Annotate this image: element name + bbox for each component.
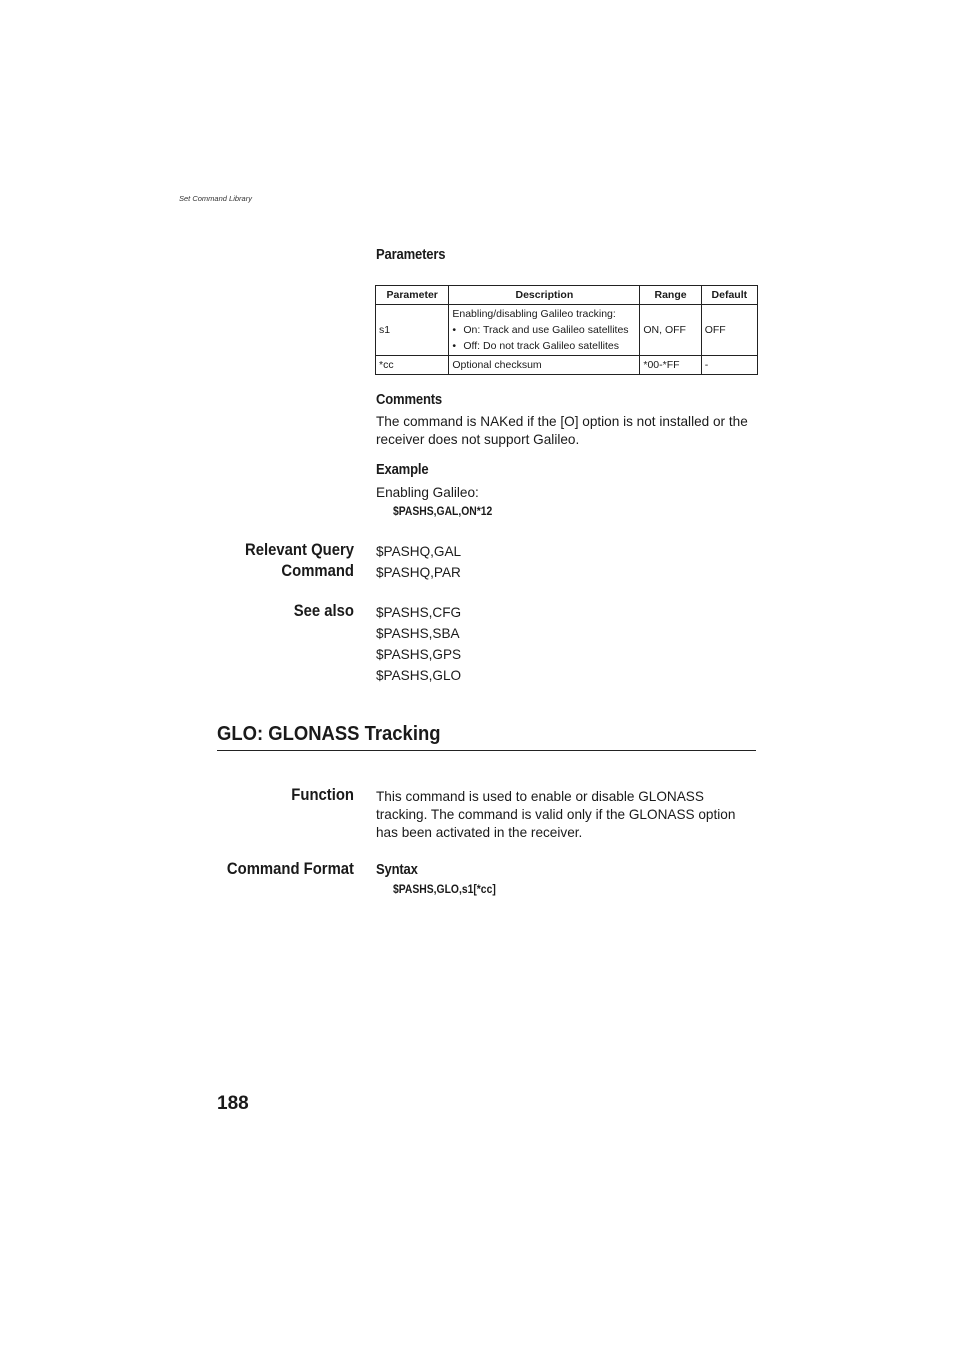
parameters-heading: Parameters xyxy=(376,247,446,263)
default-cell: OFF xyxy=(701,305,757,356)
default-cell: - xyxy=(701,356,757,375)
description-item xyxy=(452,322,636,338)
column-header-default: Default xyxy=(701,286,757,305)
description-cell: Optional checksum xyxy=(449,356,640,375)
example-intro: Enabling Galileo: xyxy=(376,485,479,500)
example-heading: Example xyxy=(376,462,429,478)
comments-text: The command is NAKed if the [O] option is not installed or the receiver does not support Galileo. xyxy=(376,414,748,447)
param-cell: *cc xyxy=(376,356,449,375)
description-item-text: On: Track and use Galileo satellites xyxy=(463,324,629,336)
list-item: $PASHS,GLO xyxy=(376,668,462,683)
description-list xyxy=(452,322,636,354)
function-heading: Function xyxy=(291,786,354,804)
page-number: 188 xyxy=(217,1093,249,1114)
range-cell: ON, OFF xyxy=(640,305,701,356)
param-cell: s1 xyxy=(376,305,449,356)
parameters-table xyxy=(375,285,758,375)
relevant-query-heading-line1: Relevant Query xyxy=(245,541,354,559)
section-divider xyxy=(217,750,756,751)
range-cell: *00-*FF xyxy=(640,356,701,375)
syntax-code: $PASHS,GLO,s1[*cc] xyxy=(393,884,496,896)
description-item xyxy=(452,338,636,354)
syntax-heading: Syntax xyxy=(376,862,418,878)
table-header-row xyxy=(376,286,758,305)
running-header: Set Command Library xyxy=(179,194,252,203)
list-item: $PASHS,GPS xyxy=(376,647,462,662)
table-row xyxy=(376,305,758,356)
section-title: GLO: GLONASS Tracking xyxy=(217,722,441,745)
column-header-description: Description xyxy=(449,286,640,305)
function-text: This command is used to enable or disable GLONASS tracking. The command is valid only if the GLONASS option has been activated in the receiver. xyxy=(376,789,736,840)
list-item: $PASHS,CFG xyxy=(376,605,462,620)
description-cell xyxy=(449,305,640,356)
relevant-query-heading xyxy=(156,540,354,582)
description-item-text: Off: Do not track Galileo satellites xyxy=(463,340,619,352)
list-item: $PASHQ,PAR xyxy=(376,565,461,580)
column-header-range: Range xyxy=(640,286,701,305)
relevant-query-heading-line2: Command xyxy=(281,562,354,580)
command-format-heading: Command Format xyxy=(226,860,354,878)
list-item: $PASHS,SBA xyxy=(376,626,460,641)
description-intro: Enabling/disabling Galileo tracking: xyxy=(452,308,616,320)
see-also-list xyxy=(376,602,461,686)
see-also-heading: See also xyxy=(293,602,354,620)
comments-heading: Comments xyxy=(376,392,443,408)
relevant-query-list xyxy=(376,541,461,583)
table-row xyxy=(376,356,758,375)
list-item: $PASHQ,GAL xyxy=(376,544,462,559)
column-header-parameter: Parameter xyxy=(376,286,449,305)
example-code: $PASHS,GAL,ON*12 xyxy=(393,506,493,518)
